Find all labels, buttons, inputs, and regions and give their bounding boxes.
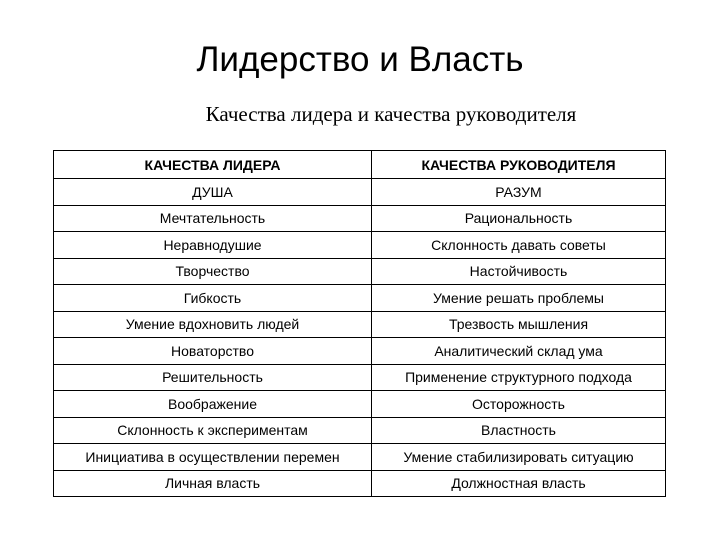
manager-quality-cell: Рациональность xyxy=(372,205,666,232)
leader-quality-cell: Личная власть xyxy=(54,470,372,497)
table-row xyxy=(54,417,666,444)
manager-quality-cell: Умение решать проблемы xyxy=(372,285,666,312)
manager-quality-cell: Трезвость мышления xyxy=(372,311,666,338)
qualities-table xyxy=(53,150,666,497)
manager-quality-cell: Осторожность xyxy=(372,391,666,418)
leader-quality-cell: Склонность к экспериментам xyxy=(54,417,372,444)
leader-quality-cell: Гибкость xyxy=(54,285,372,312)
leader-quality-cell: Новаторство xyxy=(54,338,372,365)
table-header-row xyxy=(54,151,666,179)
manager-quality-cell: Настойчивость xyxy=(372,258,666,285)
leader-quality-cell: Решительность xyxy=(54,364,372,391)
manager-quality-cell: Властность xyxy=(372,417,666,444)
manager-quality-cell: Должностная власть xyxy=(372,470,666,497)
table-row xyxy=(54,470,666,497)
table-row xyxy=(54,364,666,391)
slide-title xyxy=(0,38,720,82)
leader-quality-cell: Воображение xyxy=(54,391,372,418)
leader-quality-cell: Умение вдохновить людей xyxy=(54,311,372,338)
table-row xyxy=(54,258,666,285)
table-row xyxy=(54,444,666,471)
manager-quality-cell: Применение структурного подхода xyxy=(372,364,666,391)
header-leader-qualities: КАЧЕСТВА ЛИДЕРА xyxy=(54,151,372,179)
leader-quality-cell: Неравнодушие xyxy=(54,232,372,259)
leader-quality-cell: Мечтательность xyxy=(54,205,372,232)
header-manager-qualities: КАЧЕСТВА РУКОВОДИТЕЛЯ xyxy=(372,151,666,179)
slide-title-text: Лидерство и Власть xyxy=(196,40,524,79)
manager-quality-cell: РАЗУМ xyxy=(372,179,666,206)
table-row xyxy=(54,179,666,206)
manager-quality-cell: Аналитический склад ума xyxy=(372,338,666,365)
table-row xyxy=(54,338,666,365)
manager-quality-cell: Склонность давать советы xyxy=(372,232,666,259)
table-row xyxy=(54,232,666,259)
slide-subtitle: Качества лидера и качества руководителя xyxy=(205,102,577,126)
table-row xyxy=(54,391,666,418)
table-row xyxy=(54,311,666,338)
table-row xyxy=(54,285,666,312)
leader-quality-cell: ДУША xyxy=(54,179,372,206)
leader-quality-cell: Творчество xyxy=(54,258,372,285)
leader-quality-cell: Инициатива в осуществлении перемен xyxy=(54,444,372,471)
manager-quality-cell: Умение стабилизировать ситуацию xyxy=(372,444,666,471)
table-row xyxy=(54,205,666,232)
